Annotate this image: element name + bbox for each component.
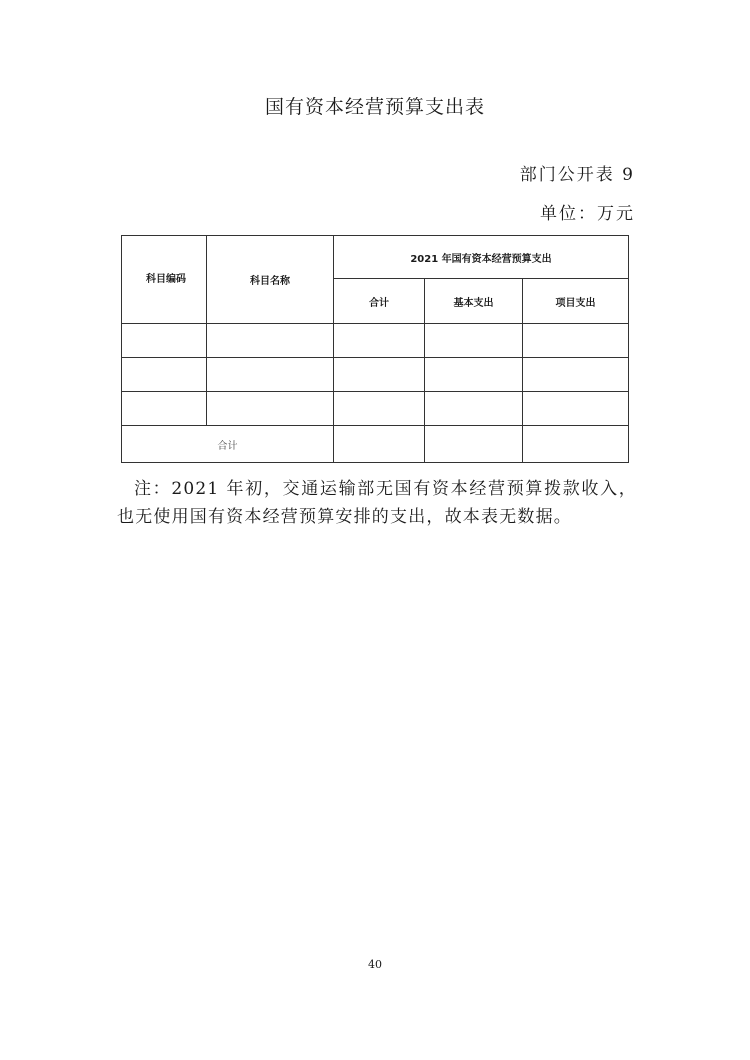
budget-table xyxy=(121,235,629,463)
table-cell xyxy=(122,358,207,392)
table-cell xyxy=(523,358,629,392)
table-cell xyxy=(122,392,207,426)
table-cell xyxy=(207,392,334,426)
header-total: 合计 xyxy=(334,279,425,324)
page-title: 国有资本经营预算支出表 xyxy=(264,96,485,118)
table-row xyxy=(122,358,629,392)
table-cell xyxy=(334,392,425,426)
table-cell xyxy=(425,392,523,426)
table-cell xyxy=(334,324,425,358)
table-cell xyxy=(207,358,334,392)
header-group-heading: 2021 年国有资本经营预算支出 xyxy=(334,236,629,279)
page-number: 40 xyxy=(368,958,382,971)
table-row xyxy=(122,392,629,426)
table-cell xyxy=(122,324,207,358)
total-row xyxy=(122,426,629,463)
table-cell xyxy=(425,426,523,463)
total-row-label: 合计 xyxy=(122,426,334,463)
header-subject-code: 科目编码 xyxy=(122,236,207,324)
table-cell xyxy=(425,358,523,392)
table-cell xyxy=(425,324,523,358)
header-project-expenditure: 项目支出 xyxy=(523,279,629,324)
table-cell xyxy=(334,426,425,463)
table-number: 部门公开表 9 xyxy=(519,165,635,185)
unit-label: 单位：万元 xyxy=(540,204,635,224)
table-cell xyxy=(207,324,334,358)
table-cell xyxy=(523,392,629,426)
table-row xyxy=(122,324,629,358)
header-subject-name: 科目名称 xyxy=(207,236,334,324)
header-basic-expenditure: 基本支出 xyxy=(425,279,523,324)
table-cell xyxy=(523,426,629,463)
table-note: 注：2021 年初，交通运输部无国有资本经营预算拨款收入，也无使用国有资本经营预算安排的支出，故本表无数据。 xyxy=(117,479,637,527)
table-cell xyxy=(334,358,425,392)
table-cell xyxy=(523,324,629,358)
